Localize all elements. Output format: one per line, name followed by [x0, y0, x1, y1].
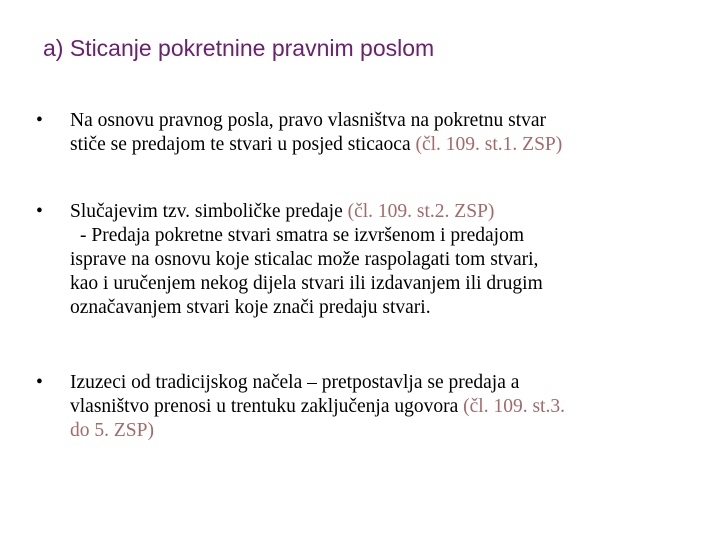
bullet-text-line: označavanjem stvari koje znači predaju stvari.: [70, 297, 431, 318]
bullet-text-line: [36, 200, 696, 224]
bullet-text: Slučajevim tzv. simboličke predaje: [70, 201, 348, 222]
bullet-dot: •: [36, 372, 43, 393]
law-reference: (čl. 109. st.1. ZSP): [415, 134, 563, 155]
bullet-item: [36, 200, 696, 320]
bullet-text: stiče se predajom te stvari u posjed sticaoca: [70, 134, 416, 155]
bullet-text-line: Na osnovu pravnog posla, pravo vlasništva na pokretnu stvar: [70, 110, 547, 131]
bullet-text-line: kao i uručenjem nekog dijela stvari ili izdavanjem ili drugim: [70, 273, 543, 294]
bullet-text-line: [36, 395, 696, 419]
bullet-item: [36, 371, 696, 443]
law-reference: (čl. 109. st.3.: [463, 396, 565, 417]
bullet-text-line: isprave na osnovu koje sticalac može raspolagati tom stvari,: [70, 249, 539, 270]
bullet-sub-line: - Predaja pokretne stvari smatra se izvršenom i predajom: [80, 225, 525, 246]
bullet-dot: •: [36, 201, 43, 222]
slide-title: a) Sticanje pokretnine pravnim poslom: [43, 35, 435, 61]
bullet-text-line: [36, 133, 696, 157]
bullet-dot: •: [36, 110, 43, 131]
bullet-text-line: Izuzeci od tradicijskog načela – pretpostavlja se predaja a: [70, 372, 520, 393]
bullet-item: [36, 109, 696, 157]
law-reference: (čl. 109. st.2. ZSP): [347, 201, 495, 222]
law-reference: do 5. ZSP): [70, 420, 154, 441]
bullet-text: vlasništvo prenosi u trentuku zaključenja ugovora: [70, 396, 464, 417]
